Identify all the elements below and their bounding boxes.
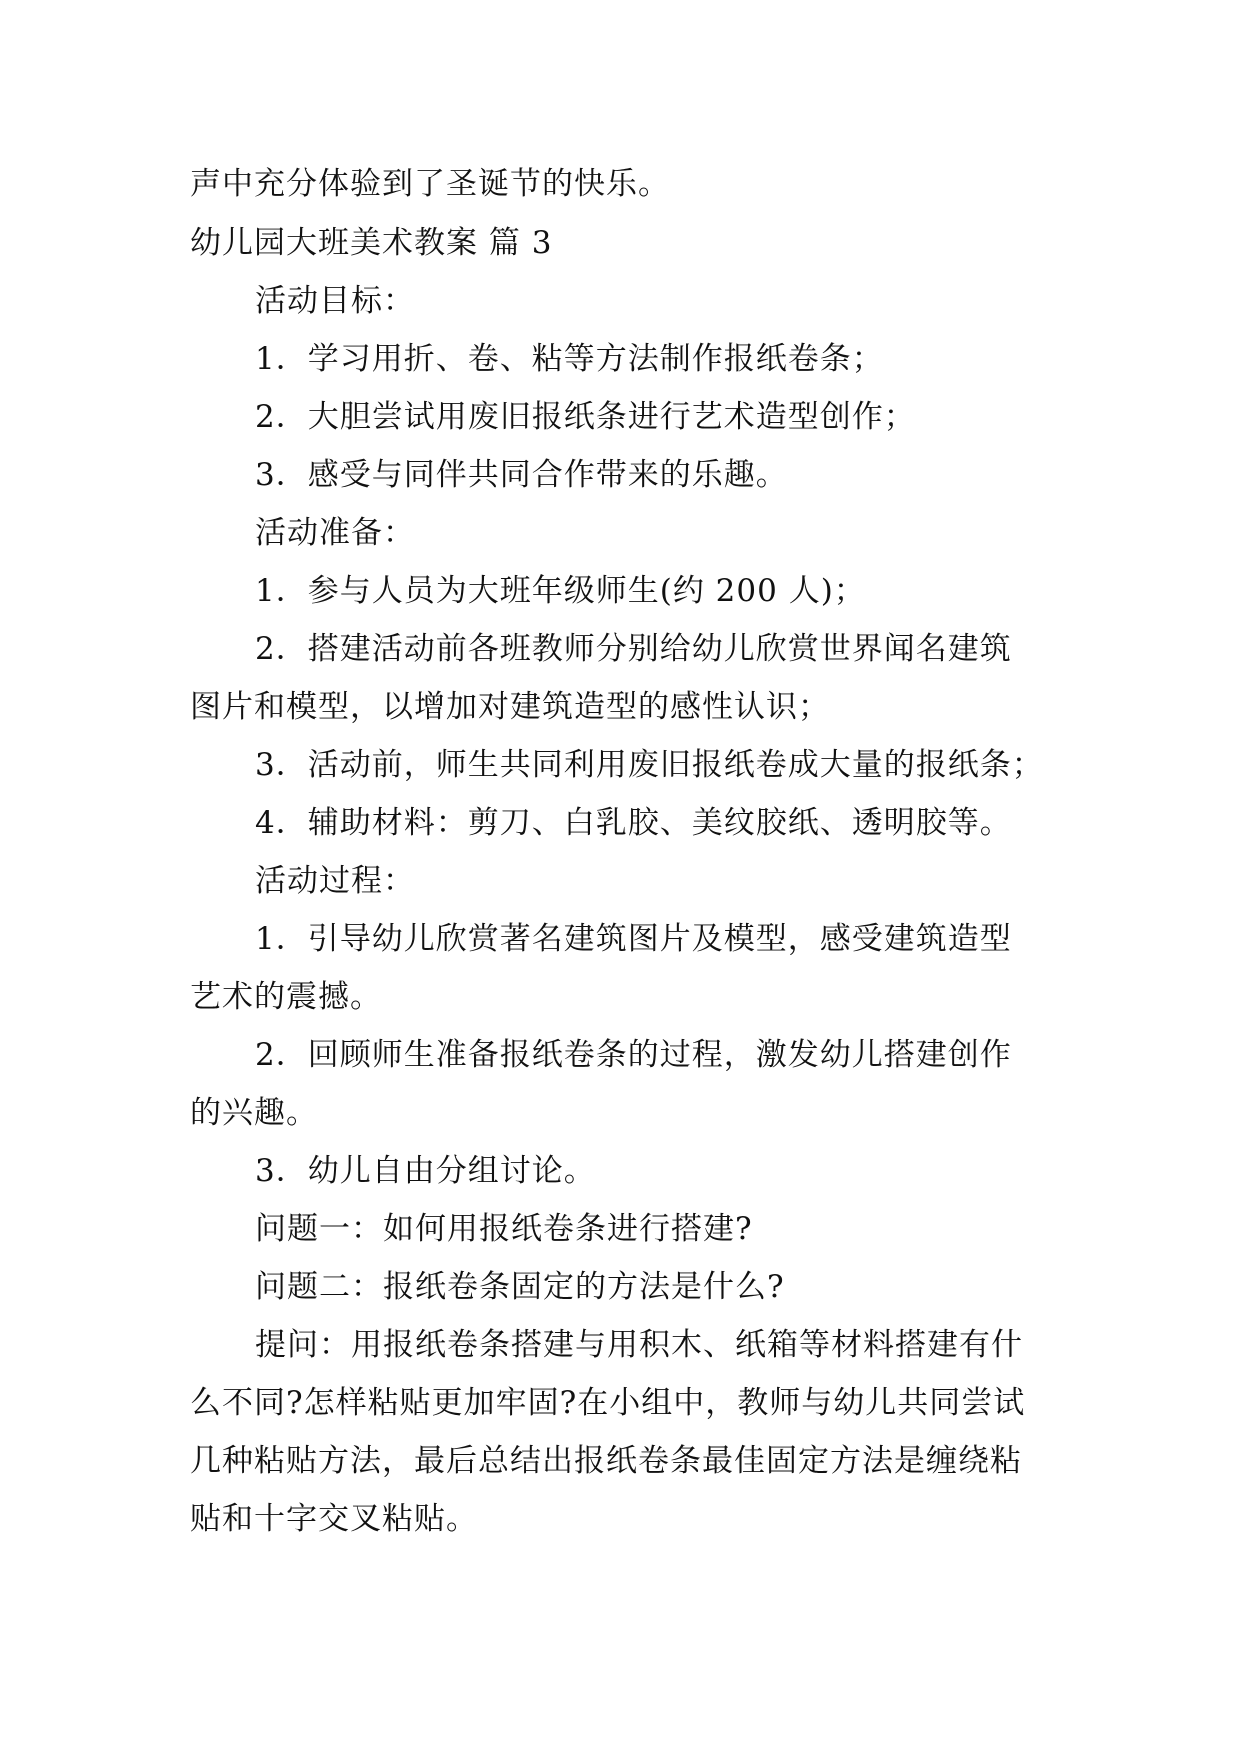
goal-item-3: 3．感受与同伴共同合作带来的乐趣。 bbox=[255, 457, 788, 493]
prompt-paragraph-line-1: 提问：用报纸卷条搭建与用积木、纸箱等材料搭建有什 bbox=[255, 1327, 1023, 1363]
preparation-item-2: 2．搭建活动前各班教师分别给幼儿欣赏世界闻名建筑 bbox=[255, 631, 1012, 667]
prompt-paragraph-line-2: 么不同?怎样粘贴更加牢固?在小组中，教师与幼儿共同尝试 bbox=[190, 1385, 1026, 1421]
process-item-2: 2．回顾师生准备报纸卷条的过程，激发幼儿搭建创作 bbox=[255, 1037, 1012, 1073]
goal-item-1: 1．学习用折、卷、粘等方法制作报纸卷条； bbox=[255, 341, 884, 377]
prompt-paragraph-line-3: 几种粘贴方法，最后总结出报纸卷条最佳固定方法是缠绕粘 bbox=[190, 1443, 1022, 1479]
question-one: 问题一：如何用报纸卷条进行搭建? bbox=[255, 1211, 753, 1247]
preparation-item-1: 1．参与人员为大班年级师生(约 200 人)； bbox=[255, 573, 866, 609]
subheading-process: 活动过程： bbox=[255, 863, 415, 899]
question-two: 问题二：报纸卷条固定的方法是什么? bbox=[255, 1269, 785, 1305]
process-item-1: 1．引导幼儿欣赏著名建筑图片及模型，感受建筑造型 bbox=[255, 921, 1012, 957]
process-item-3: 3．幼儿自由分组讨论。 bbox=[255, 1153, 596, 1189]
prompt-paragraph-line-4: 贴和十字交叉粘贴。 bbox=[190, 1501, 478, 1537]
preparation-item-2-cont: 图片和模型，以增加对建筑造型的感性认识； bbox=[190, 689, 830, 725]
section-heading: 幼儿园大班美术教案 篇 3 bbox=[190, 225, 553, 261]
subheading-preparation: 活动准备： bbox=[255, 515, 415, 551]
preparation-item-3: 3．活动前，师生共同利用废旧报纸卷成大量的报纸条； bbox=[255, 747, 1044, 783]
goal-item-2: 2．大胆尝试用废旧报纸条进行艺术造型创作； bbox=[255, 399, 916, 435]
process-item-1-cont: 艺术的震撼。 bbox=[190, 979, 382, 1015]
subheading-goals: 活动目标： bbox=[255, 283, 415, 319]
text-line-continuation: 声中充分体验到了圣诞节的快乐。 bbox=[190, 166, 670, 202]
process-item-2-cont: 的兴趣。 bbox=[190, 1095, 318, 1131]
preparation-item-4: 4．辅助材料：剪刀、白乳胶、美纹胶纸、透明胶等。 bbox=[255, 805, 1012, 841]
